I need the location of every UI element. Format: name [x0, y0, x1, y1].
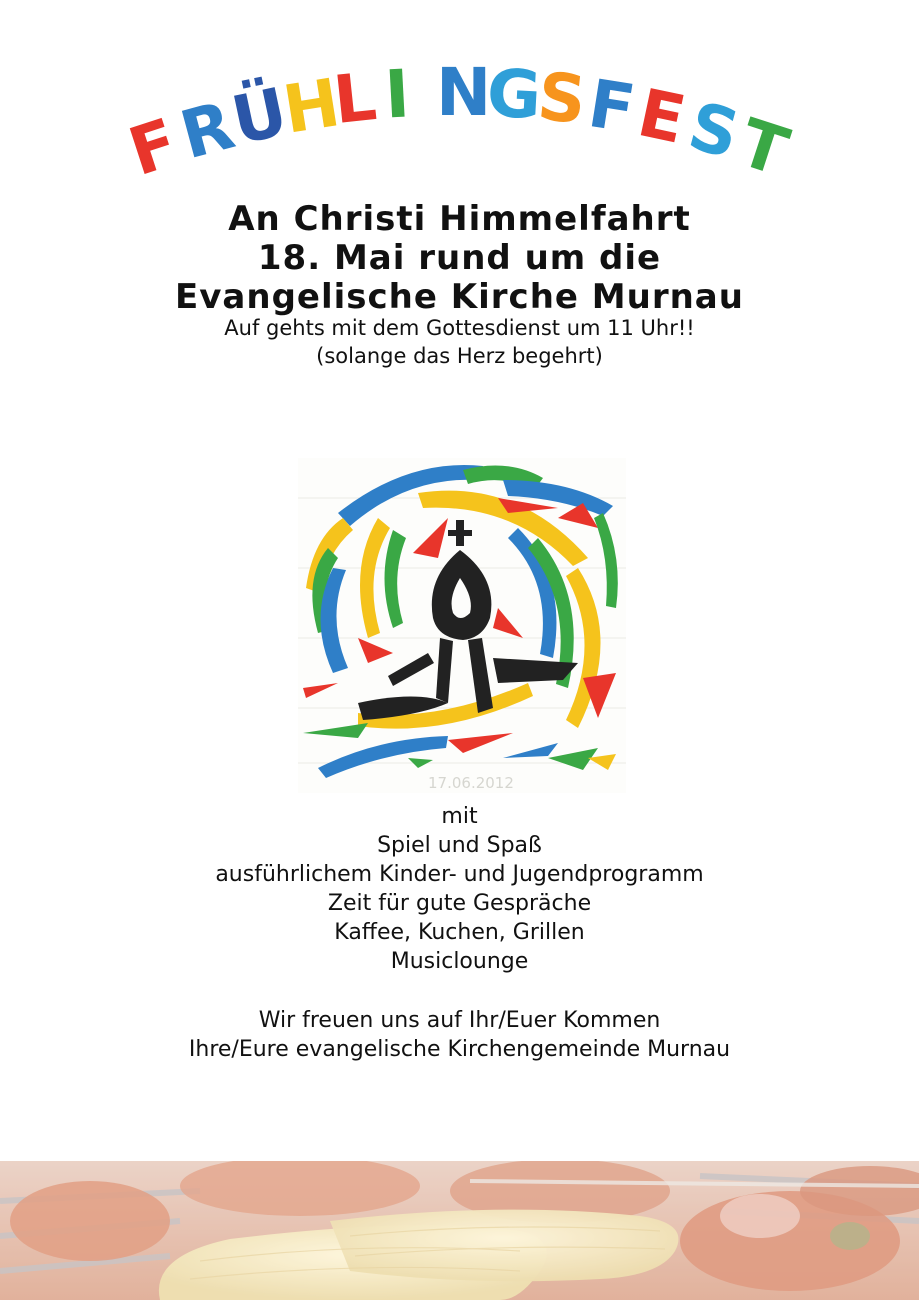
program-item: Spiel und Spaß	[377, 833, 542, 858]
title-letter: N	[436, 54, 492, 131]
program-item: Zeit für gute Gespräche	[327, 891, 592, 916]
service-info: Auf gehts mit dem Gottesdienst um 11 Uhr!!	[224, 316, 695, 340]
title-letter: F	[582, 64, 640, 148]
title-letter: Ü	[225, 73, 294, 161]
title-letter: E	[631, 74, 693, 160]
event-line-2: 18. Mai rund um die	[257, 238, 662, 278]
title-letter: G	[484, 54, 544, 134]
grill-photo-icon	[0, 1161, 919, 1300]
program-intro: mit	[441, 804, 478, 829]
title-letter: T	[730, 103, 797, 192]
program-item: Musiclounge	[390, 949, 529, 974]
closing-signature: Ihre/Eure evangelische Kirchengemeinde Murnau	[188, 1037, 731, 1062]
title-letter: I	[383, 54, 412, 134]
title-letter: S	[533, 57, 590, 140]
festival-title	[0, 54, 919, 192]
church-logo-icon	[298, 458, 626, 793]
title-letter: S	[681, 87, 747, 175]
duration-info: (solange das Herz begehrt)	[316, 344, 603, 368]
program-item: Kaffee, Kuchen, Grillen	[334, 920, 585, 945]
event-line-1: An Christi Himmelfahrt	[228, 199, 691, 239]
svg-text:17.06.2012: 17.06.2012	[428, 774, 514, 792]
title-letter: H	[277, 63, 345, 149]
title-letter: F	[120, 103, 187, 192]
title-letter: L	[330, 58, 381, 140]
closing-invite: Wir freuen uns auf Ihr/Euer Kommen	[258, 1008, 661, 1033]
program-item: ausführlichem Kinder- und Jugendprogramm	[215, 862, 704, 887]
title-letter: R	[172, 86, 242, 175]
event-line-3: Evangelische Kirche Murnau	[175, 277, 744, 317]
